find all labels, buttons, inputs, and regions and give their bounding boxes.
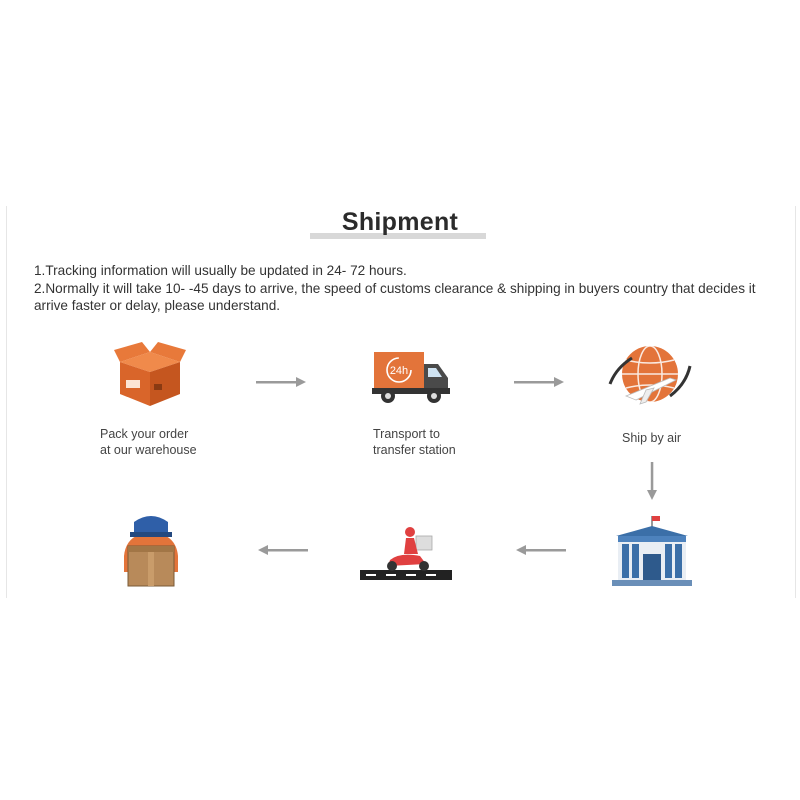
step-label-line: Pack your order [100,427,189,441]
arrow-down-icon [646,462,658,502]
page-title: Shipment [341,208,459,236]
box-icon [112,340,188,410]
arrow-left-icon [256,544,308,556]
scooter-courier-icon [360,524,452,586]
truck-24h-text: 24h [389,365,409,377]
step-label-transport [373,426,456,458]
customs-building-icon [612,514,692,588]
arrow-left-icon [514,544,566,556]
step-label-air [622,430,681,446]
delivery-truck-icon [372,348,452,408]
step-label-pack [100,426,197,458]
shipment-notes [34,262,774,315]
step-label-line: Transport to [373,427,440,441]
arrow-right-icon [514,376,566,388]
arrow-right-icon [256,376,308,388]
globe-airplane-icon [606,344,692,410]
courier-with-package-icon [120,512,182,588]
step-label-line: Ship by air [622,431,682,445]
note-tracking: 1.Tracking information will usually be updated in 24- 72 hours. [34,263,407,278]
step-label-line: at our warehouse [100,443,197,457]
note-delivery-time: 2.Normally it will take 10- -45 days to arrive, the speed of customs clearance & shipping in buyers country that decides it arrive faster or delay, please understand. [34,280,756,313]
step-label-line: transfer station [373,443,456,457]
